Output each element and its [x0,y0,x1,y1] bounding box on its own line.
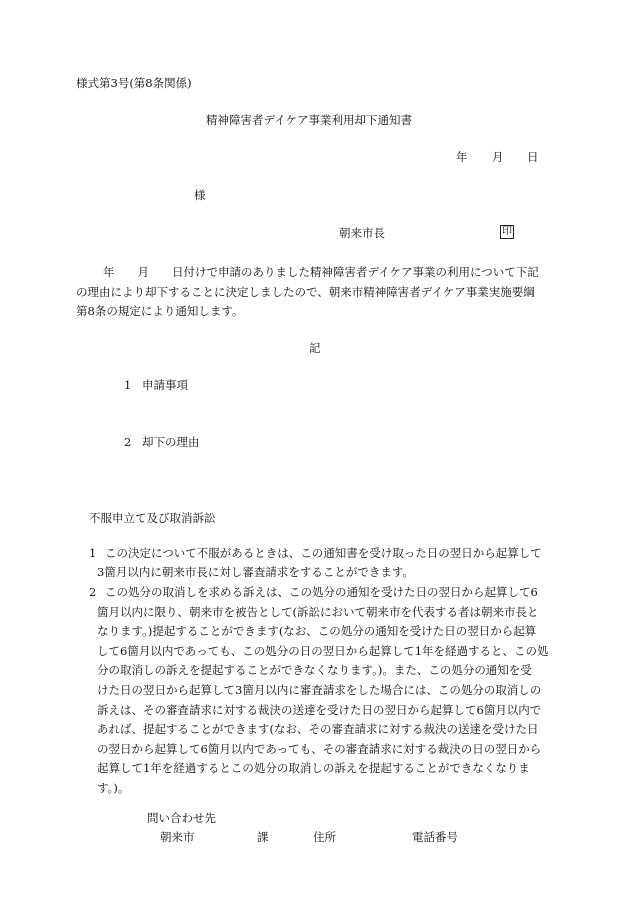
notice-item-1-number: 1 [89,546,97,560]
ki-heading: 記 [309,341,321,355]
seal-mark: 印 [502,226,512,237]
form-number: 様式第3号(第8条関係) [76,76,192,90]
item-2-number: 2 [124,435,132,449]
addressee-suffix: 様 [194,188,206,202]
notice-item-2-number: 2 [89,585,97,599]
notice-item-2-line-8: あれば、提起することができます(なお、その審査請求に対する裁決の送達を受けた日 [97,722,539,737]
notice-item-2-line-9: の翌日から起算して6箇月以内であっても、その審査請求に対する裁決の日の翌日から [97,741,542,756]
contact-phone: 電話番号 [412,830,458,844]
item-1-number: 1 [124,378,132,392]
notice-item-1-line-1: この決定について不服があるときは、この通知書を受け取った日の翌日から起算して [105,546,542,560]
notice-item-1-line-2: 3箇月以内に朝来市長に対し審査請求をすることができます。 [97,565,414,579]
notice-item-2-line-3: なります。)提起することができます(なお、この処分の通知を受けた日の翌日から起算 [97,624,537,639]
notice-item-2-line-6: けた日の翌日から起算して3箇月以内に審査請求をした場合には、この処分の取消しの [97,683,542,697]
contact-address: 住所 [313,830,336,844]
date-month: 月 [492,150,504,164]
notice-item-2-line-7: 訴えは、その審査請求に対する裁決の送達を受けた日の翌日から起算して6箇月以内で [97,702,542,717]
notice-item-2-line-10: 起算して1年を経過するとこの処分の取消しの訴えを提起することができなくなりま [97,761,530,776]
body-line-3: 第8条の規定により通知します。 [76,304,244,318]
item-2-label: 却下の理由 [142,435,200,449]
notice-item-2-line-2: 箇月以内に限り、朝来市を被告として(訴訟において朝来市を代表する者は朝来市長と [97,604,539,619]
notice-item-1 [89,543,569,585]
notice-heading: 不服申立て及び取消訴訟 [89,511,216,525]
item-1-label: 申請事項 [142,378,188,392]
notice-item-2-line-4: して6箇月以内であっても、この処分の日の翌日から起算して1年を経過すると、この処 [97,643,549,658]
contact-city: 朝来市 [160,830,195,844]
contact-heading: 問い合わせ先 [147,811,216,825]
notice-item-2-line-1: この処分の取消しを求める訴えは、この処分の通知を受けた日の翌日から起算して6 [105,585,538,599]
contact-section: 課 [257,830,269,844]
notice-item-2-line-11: す。)。 [97,781,130,795]
body-line-1: 年 月 日付けで申請のありました精神障害者デイケア事業の利用について下記 [103,265,539,279]
notice-item-2-line-5: 分の取消しの訴えを提起することができなくなります。)。また、この処分の通知を受 [97,663,532,678]
date-day: 日 [527,150,539,164]
notice-item-2 [89,582,569,797]
document-title: 精神障害者デイケア事業利用却下通知書 [206,113,412,127]
body-line-2: の理由により却下することに決定しましたので、朝来市精神障害者デイケア事業実施要綱 [76,285,535,299]
issuer-name: 朝来市長 [339,226,385,240]
date-year: 年 [456,150,468,164]
